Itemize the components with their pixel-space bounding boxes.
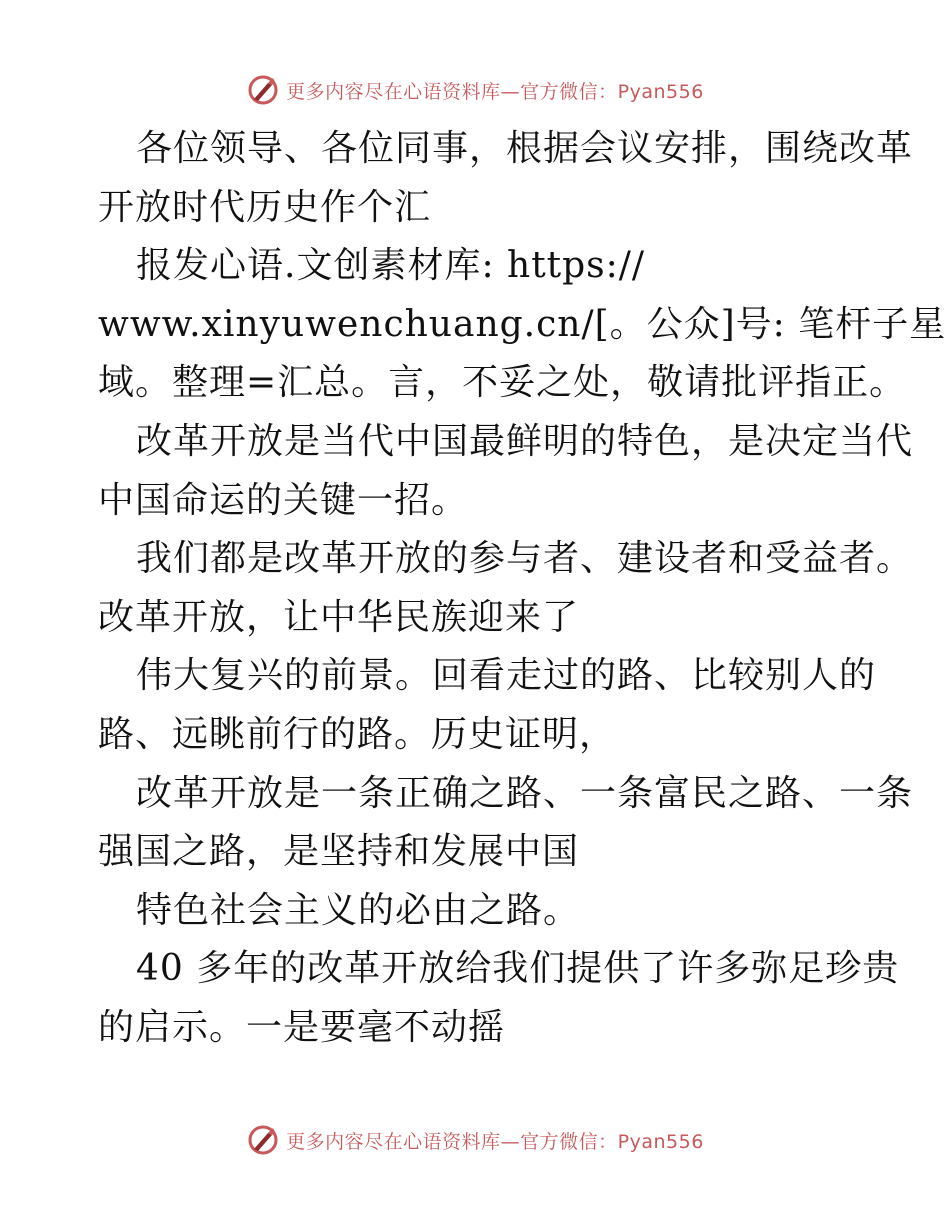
paragraph-line: 报发心语.文创素材库: https://	[136, 245, 646, 287]
paragraph-line: 域。整理=汇总。言，不妥之处，敬请批评指正。	[98, 362, 907, 404]
paragraph-line: 中国命运的关键一招。	[98, 479, 469, 521]
paragraph-line: 改革开放是一条正确之路、一条富民之路、一条	[136, 772, 914, 814]
paragraph-line: 路、远眺前行的路。历史证明，	[98, 713, 617, 755]
footer-banner-text: 更多内容尽在心语资料库—官方微信：Pyan556	[286, 1130, 704, 1153]
paragraph-line: 特色社会主义的必由之路。	[136, 889, 581, 931]
paragraph-line: 我们都是改革开放的参与者、建设者和受益者。	[136, 538, 914, 580]
paragraph-line: 改革开放，让中华民族迎来了	[98, 596, 580, 638]
paragraph-line: 改革开放是当代中国最鲜明的特色，是决定当代	[136, 420, 914, 462]
pen-swirl-logo-icon	[246, 73, 280, 107]
paragraph-line: 强国之路，是坚持和发展中国	[98, 831, 580, 873]
footer-banner	[0, 1120, 950, 1160]
header-banner-text: 更多内容尽在心语资料库—官方微信：Pyan556	[286, 80, 704, 103]
paragraph-line: 伟大复兴的前景。回看走过的路、比较别人的	[136, 655, 877, 697]
paragraph-line: 的启示。一是要毫不动摇	[98, 1006, 506, 1048]
paragraph-line: 各位领导、各位同事，根据会议安排，围绕改革	[136, 128, 914, 169]
paragraph-line: 开放时代历史作个汇	[98, 186, 432, 228]
paragraph-line: 40 多年的改革开放给我们提供了许多弥足珍贵	[136, 948, 900, 990]
paragraph-line: www.xinyuwenchuang.cn/[。公众]号: 笔杆子星	[98, 303, 947, 345]
document-body	[98, 120, 947, 1058]
pen-swirl-logo-icon	[246, 1123, 280, 1157]
header-banner	[0, 70, 950, 110]
